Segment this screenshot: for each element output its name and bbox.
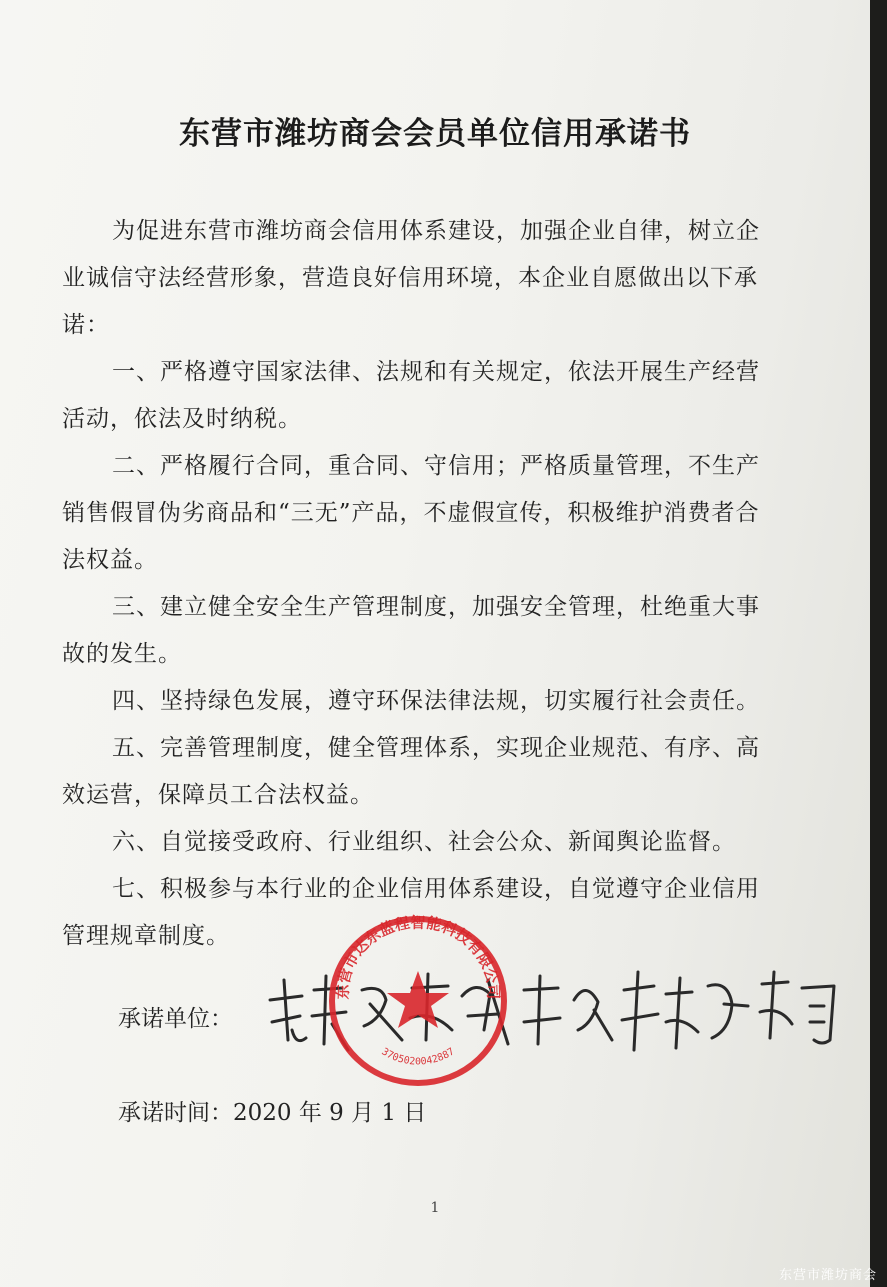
seal-text: 东营市达东蓝程智能科技有限公司 [333, 913, 503, 1000]
commitment-1: 一、严格遵守国家法律、法规和有关规定，依法开展生产经营活动，依法及时纳税。 [62, 359, 760, 432]
svg-text:3705020042887 [379, 1046, 456, 1067]
commitment-6: 六、自觉接受政府、行业组织、社会公众、新闻舆论监督。 [112, 829, 736, 855]
commitment-5: 五、完善管理制度，健全管理体系，实现企业规范、有序、高效运营，保障员工合法权益。 [62, 735, 760, 808]
commitment-4: 四、坚持绿色发展，遵守环保法律法规，切实履行社会责任。 [112, 688, 760, 714]
signer-label: 承诺单位： [118, 1006, 233, 1032]
date-label: 承诺时间： [118, 1100, 233, 1126]
company-seal [318, 905, 518, 1095]
page-number: 1 [430, 1200, 440, 1216]
watermark-text: 东营市潍坊商会 [778, 1268, 877, 1283]
commitment-3: 三、建立健全安全生产管理制度，加强安全管理，杜绝重大事故的发生。 [62, 594, 760, 667]
intro-paragraph: 为促进东营市潍坊商会信用体系建设，加强企业自律，树立企业诚信守法经营形象，营造良好信用环境，本企业自愿做出以下承诺： [62, 218, 760, 338]
document-title: 东营市潍坊商会会员单位信用承诺书 [179, 116, 691, 152]
date-value: 2020 年 9 月 1 日 [233, 1100, 427, 1126]
commitment-date [118, 1094, 426, 1127]
commitment-7: 七、积极参与本行业的企业信用体系建设，自觉遵守企业信用管理规章制度。 [62, 876, 760, 949]
seal-number: 3705020042887 [379, 1046, 457, 1068]
commitment-2: 二、严格履行合同，重合同、守信用；严格质量管理，不生产销售假冒伪劣商品和“三无”产品，不虚假宣传，积极维护消费者合法权益。 [62, 453, 760, 573]
